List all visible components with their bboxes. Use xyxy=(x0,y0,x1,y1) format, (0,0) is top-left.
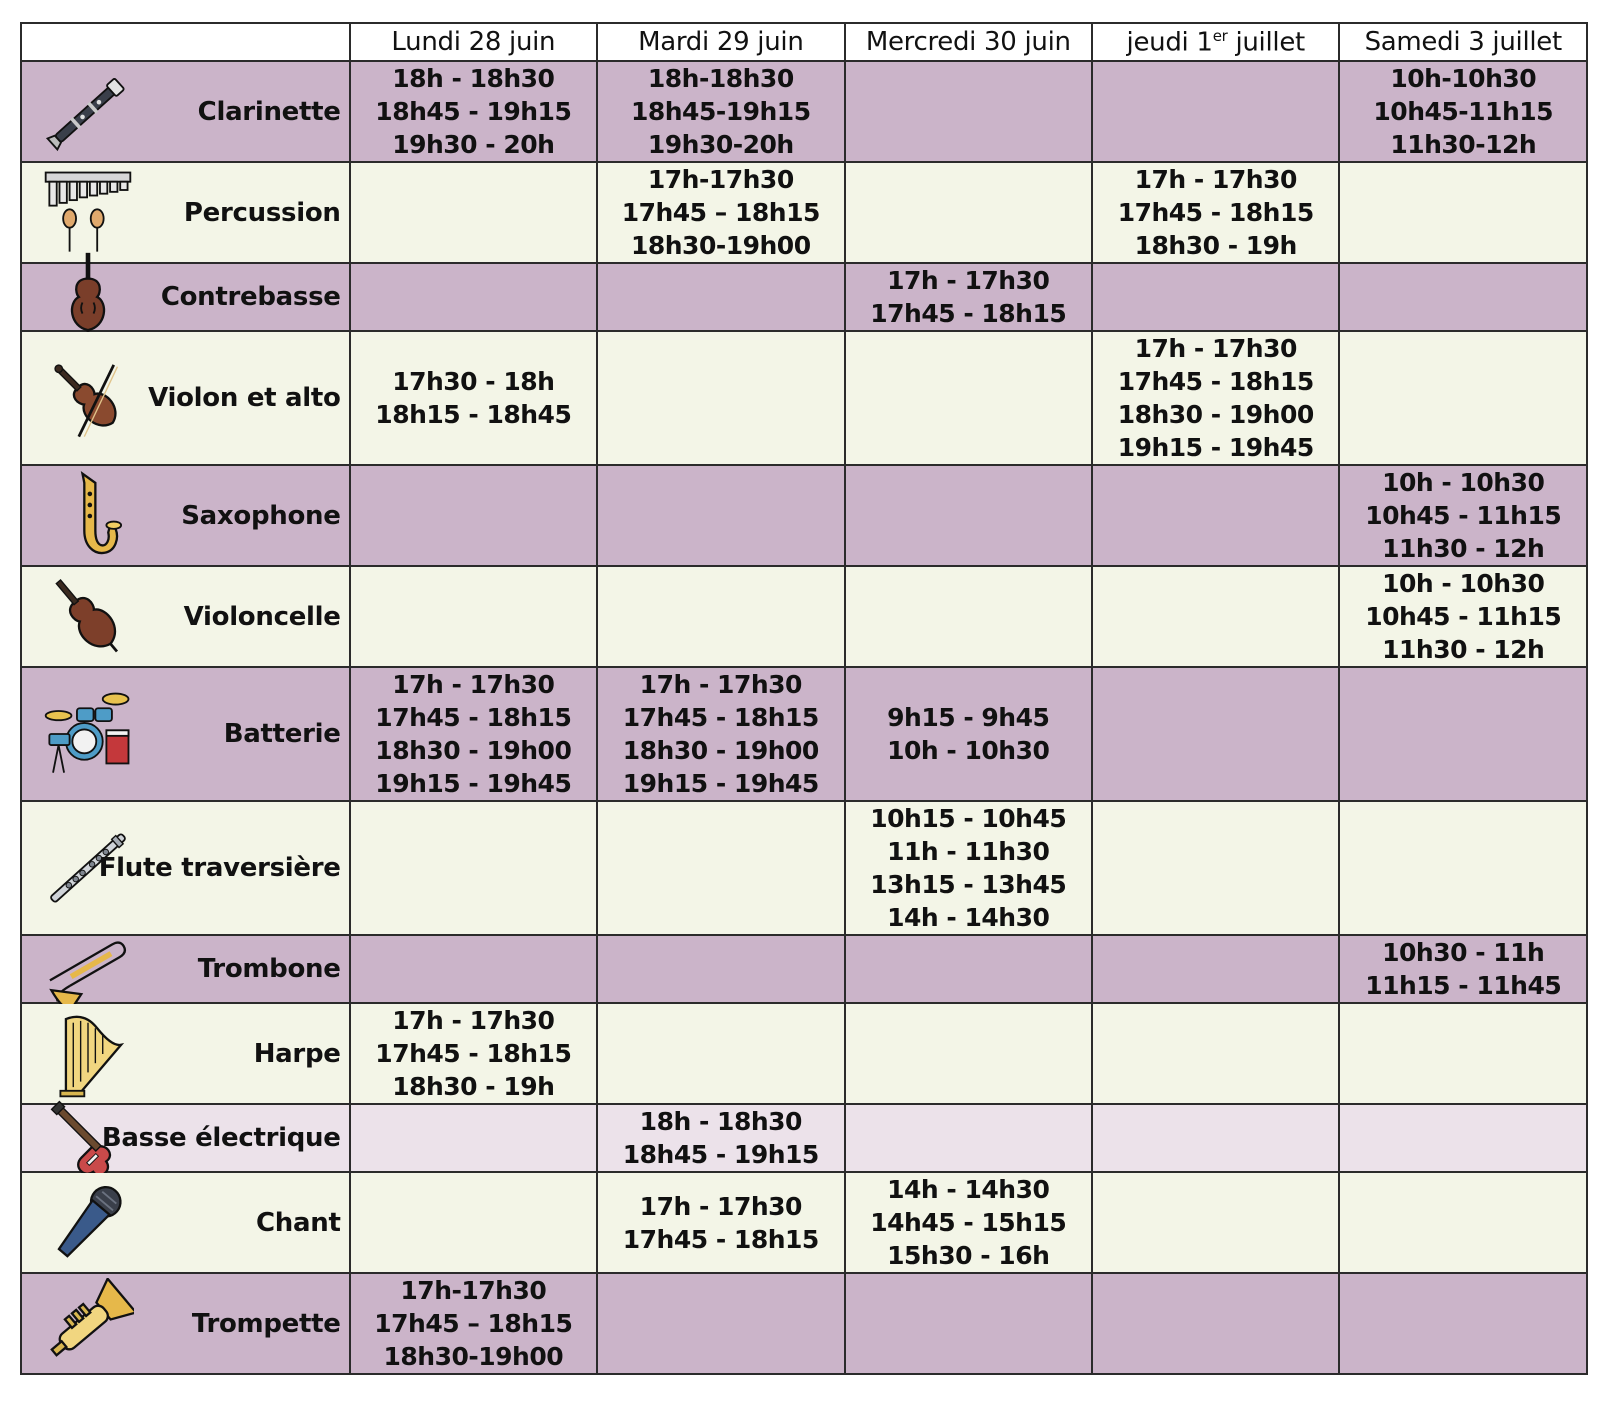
slot-cell-thursday xyxy=(1092,1273,1339,1374)
table-row xyxy=(21,162,1587,263)
time-slot: 17h - 17h30 xyxy=(1134,334,1297,363)
slot-cell-thursday xyxy=(1092,1104,1339,1172)
time-slot: 18h30 - 19h00 xyxy=(1117,400,1314,429)
time-slot: 19h15 - 19h45 xyxy=(622,769,819,798)
slot-cell-monday xyxy=(350,667,597,801)
table-row xyxy=(21,1172,1587,1273)
slot-cell-wednesday xyxy=(845,465,1092,566)
time-slot: 18h30 - 19h xyxy=(392,1072,555,1101)
slot-cell-saturday xyxy=(1339,263,1587,331)
slot-cell-wednesday xyxy=(845,1172,1092,1273)
slot-cell-monday xyxy=(350,61,597,162)
slot-cell-tuesday xyxy=(597,162,844,263)
slot-cell-thursday xyxy=(1092,263,1339,331)
slot-cell-monday xyxy=(350,1104,597,1172)
day-header-thursday-ordinal: er xyxy=(1212,26,1228,45)
slot-cell-tuesday xyxy=(597,331,844,465)
slot-cell-monday xyxy=(350,331,597,465)
time-slot: 17h30 - 18h xyxy=(392,367,555,396)
instrument-name: Harpe xyxy=(253,1038,341,1069)
slot-cell-thursday xyxy=(1092,667,1339,801)
instrument-cell-trombone xyxy=(21,935,350,1003)
slot-cell-monday xyxy=(350,1003,597,1104)
time-slot: 17h45 - 18h15 xyxy=(375,1039,572,1068)
day-header-tuesday: Mardi 29 juin xyxy=(597,23,844,61)
time-slot: 10h - 10h30 xyxy=(1382,569,1545,598)
time-slot: 19h15 - 19h45 xyxy=(1117,433,1314,462)
time-slot: 17h45 - 18h15 xyxy=(375,703,572,732)
time-slot: 17h - 17h30 xyxy=(887,266,1050,295)
slot-cell-monday xyxy=(350,566,597,667)
slot-cell-wednesday xyxy=(845,331,1092,465)
slot-cell-monday xyxy=(350,801,597,935)
slot-cell-saturday xyxy=(1339,801,1587,935)
slot-cell-thursday xyxy=(1092,465,1339,566)
header-row xyxy=(21,23,1587,61)
slot-cell-saturday xyxy=(1339,667,1587,801)
slot-cell-wednesday xyxy=(845,162,1092,263)
slot-cell-tuesday xyxy=(597,566,844,667)
slot-cell-wednesday xyxy=(845,801,1092,935)
time-slot: 18h30-19h00 xyxy=(383,1342,564,1371)
slot-cell-tuesday xyxy=(597,1104,844,1172)
instrument-cell-basse-electrique xyxy=(21,1104,350,1172)
time-slot: 15h30 - 16h xyxy=(887,1241,1050,1270)
time-slot: 11h - 11h30 xyxy=(887,837,1050,866)
slot-cell-monday xyxy=(350,1273,597,1374)
instrument-name: Batterie xyxy=(223,719,341,749)
slot-cell-wednesday xyxy=(845,566,1092,667)
day-header-monday: Lundi 28 juin xyxy=(350,23,597,61)
slot-cell-monday xyxy=(350,465,597,566)
table-row xyxy=(21,331,1587,465)
percussion-icon xyxy=(42,167,134,259)
table-row xyxy=(21,667,1587,801)
table-row xyxy=(21,935,1587,1003)
slot-cell-tuesday xyxy=(597,263,844,331)
time-slot: 17h45 - 18h15 xyxy=(1117,198,1314,227)
instrument-name: Contrebasse xyxy=(160,282,341,312)
slot-cell-wednesday xyxy=(845,1003,1092,1104)
slot-cell-saturday xyxy=(1339,1003,1587,1104)
table-row xyxy=(21,801,1587,935)
time-slot: 18h30 - 19h xyxy=(1134,231,1297,260)
time-slot: 14h45 - 15h15 xyxy=(870,1208,1067,1237)
slot-cell-saturday xyxy=(1339,61,1587,162)
instrument-name: Chant xyxy=(256,1207,341,1238)
corner-cell xyxy=(21,23,350,61)
time-slot: 17h45 – 18h15 xyxy=(621,198,820,227)
instrument-cell-violoncelle xyxy=(21,566,350,667)
instrument-name: Trombone xyxy=(197,954,341,984)
day-header-thursday xyxy=(1092,23,1339,61)
slot-cell-thursday xyxy=(1092,1172,1339,1273)
table-row xyxy=(21,1104,1587,1172)
slot-cell-tuesday xyxy=(597,1273,844,1374)
violin-icon xyxy=(42,352,134,444)
slot-cell-saturday xyxy=(1339,331,1587,465)
slot-cell-monday xyxy=(350,1172,597,1273)
time-slot: 17h - 17h30 xyxy=(392,1006,555,1035)
time-slot: 18h30 - 19h00 xyxy=(375,736,572,765)
time-slot: 9h15 - 9h45 xyxy=(887,703,1050,732)
table-row xyxy=(21,465,1587,566)
time-slot: 17h45 – 18h15 xyxy=(374,1309,573,1338)
time-slot: 17h-17h30 xyxy=(400,1276,547,1305)
time-slot: 11h30 - 12h xyxy=(1382,635,1545,664)
instrument-name: Flute traversière xyxy=(98,853,341,883)
slot-cell-tuesday xyxy=(597,1003,844,1104)
time-slot: 17h - 17h30 xyxy=(392,670,555,699)
slot-cell-thursday xyxy=(1092,935,1339,1003)
instrument-cell-trompette xyxy=(21,1273,350,1374)
instrument-name: Saxophone xyxy=(181,500,341,531)
slot-cell-tuesday xyxy=(597,61,844,162)
slot-cell-saturday xyxy=(1339,935,1587,1003)
time-slot: 19h30-20h xyxy=(647,130,794,159)
time-slot: 17h45 - 18h15 xyxy=(622,703,819,732)
slot-cell-saturday xyxy=(1339,465,1587,566)
time-slot: 10h30 - 11h xyxy=(1382,938,1545,967)
slot-cell-wednesday xyxy=(845,61,1092,162)
table-row xyxy=(21,566,1587,667)
time-slot: 18h30-19h00 xyxy=(630,231,811,260)
harp-icon xyxy=(42,1008,134,1100)
instrument-name: Violon et alto xyxy=(148,383,341,413)
time-slot: 18h30 - 19h00 xyxy=(622,736,819,765)
slot-cell-tuesday xyxy=(597,465,844,566)
schedule-table xyxy=(20,22,1588,1375)
slot-cell-wednesday xyxy=(845,935,1092,1003)
instrument-name: Basse électrique xyxy=(101,1123,341,1153)
instrument-name: Trompette xyxy=(191,1308,341,1339)
table-row xyxy=(21,1003,1587,1104)
slot-cell-thursday xyxy=(1092,162,1339,263)
slot-cell-wednesday xyxy=(845,1273,1092,1374)
slot-cell-tuesday xyxy=(597,667,844,801)
time-slot: 18h45 - 19h15 xyxy=(375,97,572,126)
instrument-cell-clarinette xyxy=(21,61,350,162)
time-slot: 11h30-12h xyxy=(1390,130,1537,159)
time-slot: 19h15 - 19h45 xyxy=(375,769,572,798)
instrument-name: Percussion xyxy=(183,197,341,228)
time-slot: 18h - 18h30 xyxy=(392,64,555,93)
trombone-icon xyxy=(42,923,134,1015)
slot-cell-thursday xyxy=(1092,1003,1339,1104)
instrument-cell-percussion xyxy=(21,162,350,263)
time-slot: 11h30 - 12h xyxy=(1382,534,1545,563)
slot-cell-thursday xyxy=(1092,566,1339,667)
time-slot: 10h45-11h15 xyxy=(1373,97,1554,126)
table-row xyxy=(21,263,1587,331)
instrument-name: Clarinette xyxy=(197,96,341,127)
saxophone-icon xyxy=(42,470,134,562)
clarinet-icon xyxy=(42,66,134,158)
time-slot: 18h15 - 18h45 xyxy=(375,400,572,429)
instrument-cell-violon-et-alto xyxy=(21,331,350,465)
time-slot: 10h - 10h30 xyxy=(1382,468,1545,497)
time-slot: 13h15 - 13h45 xyxy=(870,870,1067,899)
slot-cell-saturday xyxy=(1339,1104,1587,1172)
slot-cell-wednesday xyxy=(845,1104,1092,1172)
time-slot: 19h30 - 20h xyxy=(392,130,555,159)
slot-cell-tuesday xyxy=(597,1172,844,1273)
time-slot: 17h - 17h30 xyxy=(639,670,802,699)
time-slot: 18h45-19h15 xyxy=(630,97,811,126)
cello-icon xyxy=(42,571,134,663)
instrument-cell-batterie xyxy=(21,667,350,801)
time-slot: 17h - 17h30 xyxy=(1134,165,1297,194)
time-slot: 10h45 - 11h15 xyxy=(1365,602,1562,631)
slot-cell-tuesday xyxy=(597,935,844,1003)
instrument-cell-chant xyxy=(21,1172,350,1273)
instrument-cell-contrebasse xyxy=(21,263,350,331)
time-slot: 18h-18h30 xyxy=(647,64,794,93)
slot-cell-wednesday xyxy=(845,263,1092,331)
time-slot: 17h-17h30 xyxy=(647,165,794,194)
day-header-thursday-suffix: juillet xyxy=(1227,27,1305,58)
time-slot: 17h45 - 18h15 xyxy=(870,299,1067,328)
instrument-cell-harpe xyxy=(21,1003,350,1104)
slot-cell-thursday xyxy=(1092,61,1339,162)
drum-kit-icon xyxy=(42,688,134,780)
time-slot: 17h45 - 18h15 xyxy=(1117,367,1314,396)
slot-cell-saturday xyxy=(1339,162,1587,263)
slot-cell-saturday xyxy=(1339,566,1587,667)
time-slot: 10h45 - 11h15 xyxy=(1365,501,1562,530)
table-row xyxy=(21,1273,1587,1374)
slot-cell-wednesday xyxy=(845,667,1092,801)
instrument-name: Violoncelle xyxy=(183,601,341,632)
time-slot: 17h - 17h30 xyxy=(639,1191,802,1221)
slot-cell-monday xyxy=(350,162,597,263)
trumpet-icon xyxy=(42,1278,134,1370)
instrument-cell-flute-traversiere xyxy=(21,801,350,935)
slot-cell-tuesday xyxy=(597,801,844,935)
slot-cell-saturday xyxy=(1339,1172,1587,1273)
slot-cell-thursday xyxy=(1092,331,1339,465)
time-slot: 18h - 18h30 xyxy=(639,1107,802,1136)
table-row xyxy=(21,61,1587,162)
time-slot: 17h45 - 18h15 xyxy=(622,1224,819,1254)
time-slot: 11h15 - 11h45 xyxy=(1365,971,1562,1000)
time-slot: 10h15 - 10h45 xyxy=(870,804,1067,833)
microphone-icon xyxy=(42,1177,134,1269)
time-slot: 14h - 14h30 xyxy=(887,903,1050,932)
slot-cell-saturday xyxy=(1339,1273,1587,1374)
day-header-wednesday: Mercredi 30 juin xyxy=(845,23,1092,61)
day-header-saturday: Samedi 3 juillet xyxy=(1339,23,1587,61)
slot-cell-thursday xyxy=(1092,801,1339,935)
slot-cell-monday xyxy=(350,263,597,331)
time-slot: 10h-10h30 xyxy=(1390,64,1537,93)
time-slot: 14h - 14h30 xyxy=(887,1175,1050,1204)
double-bass-icon xyxy=(42,251,134,343)
instrument-cell-saxophone xyxy=(21,465,350,566)
time-slot: 18h45 - 19h15 xyxy=(622,1140,819,1169)
slot-cell-monday xyxy=(350,935,597,1003)
day-header-thursday-prefix: jeudi 1 xyxy=(1126,27,1213,58)
time-slot: 10h - 10h30 xyxy=(887,736,1050,765)
